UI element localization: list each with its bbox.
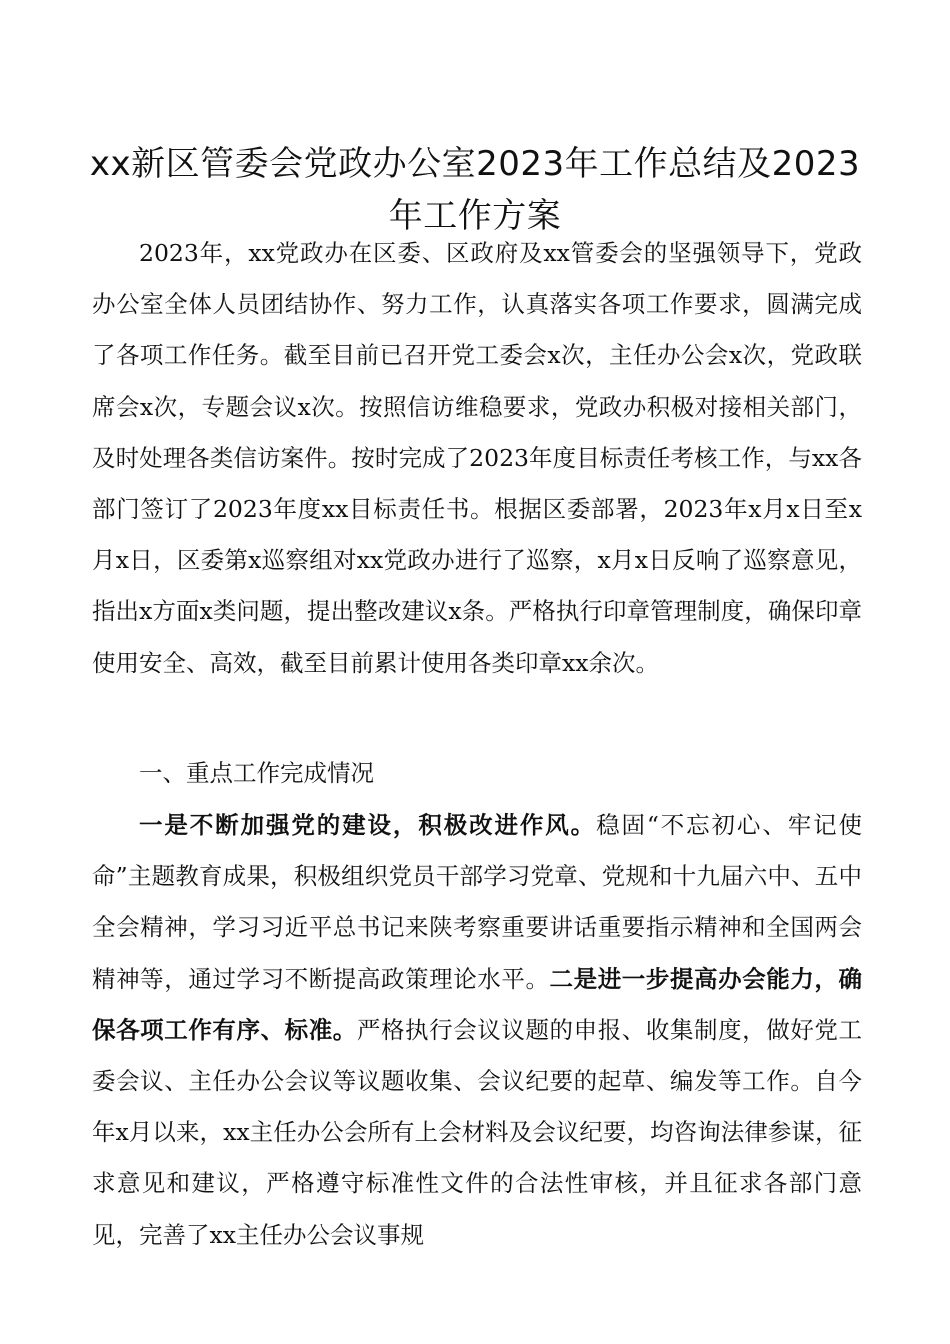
document-title: xx新区管委会党政办公室2023年工作总结及2023年工作方案: [89, 144, 861, 236]
point-2-heading: 二是进一步提高办会能力，确保各项工作有序、标准。: [92, 964, 863, 1044]
intro-paragraph: 2023年，xx党政办在区委、区政府及xx管委会的坚强领导下，党政办公室全体人员团结协作、努力工作，认真落实各项工作要求，圆满完成了各项工作任务。截至目前已召开党工委会x次，主任办公会x次，党政联席会x次，专题会议x次。按照信访维稳要求，党政办积极对接相关部门，及时处理各类信访案件。按时完成了2023年度目标责任考核工作，与xx各部门签订了2023年度xx目标责任书。根据区委部署，2023年x月x日至x月x日，区委第x巡察组对xx党政办进行了巡察，x月x日反响了巡察意见，指出x方面x类问题，提出整改建议x条。严格执行印章管理制度，确保印章使用安全、高效，截至目前累计使用各类印章xx余次。: [92, 239, 862, 677]
section-1-paragraph: [92, 800, 862, 1261]
section-heading-1: 一、重点工作完成情况: [139, 759, 374, 787]
point-2-text: 严格执行会议议题的申报、收集制度，做好党工委会议、主任办公会议等议题收集、会议纪要的起草、编发等工作。自今年x月以来，xx主任办公会所有上会材料及会议纪要，均咨询法律参谋，征求意见和建议，严格遵守标准性文件的合法性审核，并且征求各部门意见，完善了xx主任办公会议事规: [92, 1015, 863, 1249]
point-1-text: 稳固“不忘初心、牢记使命”主题教育成果，积极组织党员干部学习党章、党规和十九届六中、五中全会精神，学习习近平总书记来陕考察重要讲话重要指示精神和全国两会精神等，通过学习不断提高政策理论水平。: [92, 811, 862, 993]
point-1-heading: 一是不断加强党的建设，积极改进作风。: [139, 811, 597, 839]
